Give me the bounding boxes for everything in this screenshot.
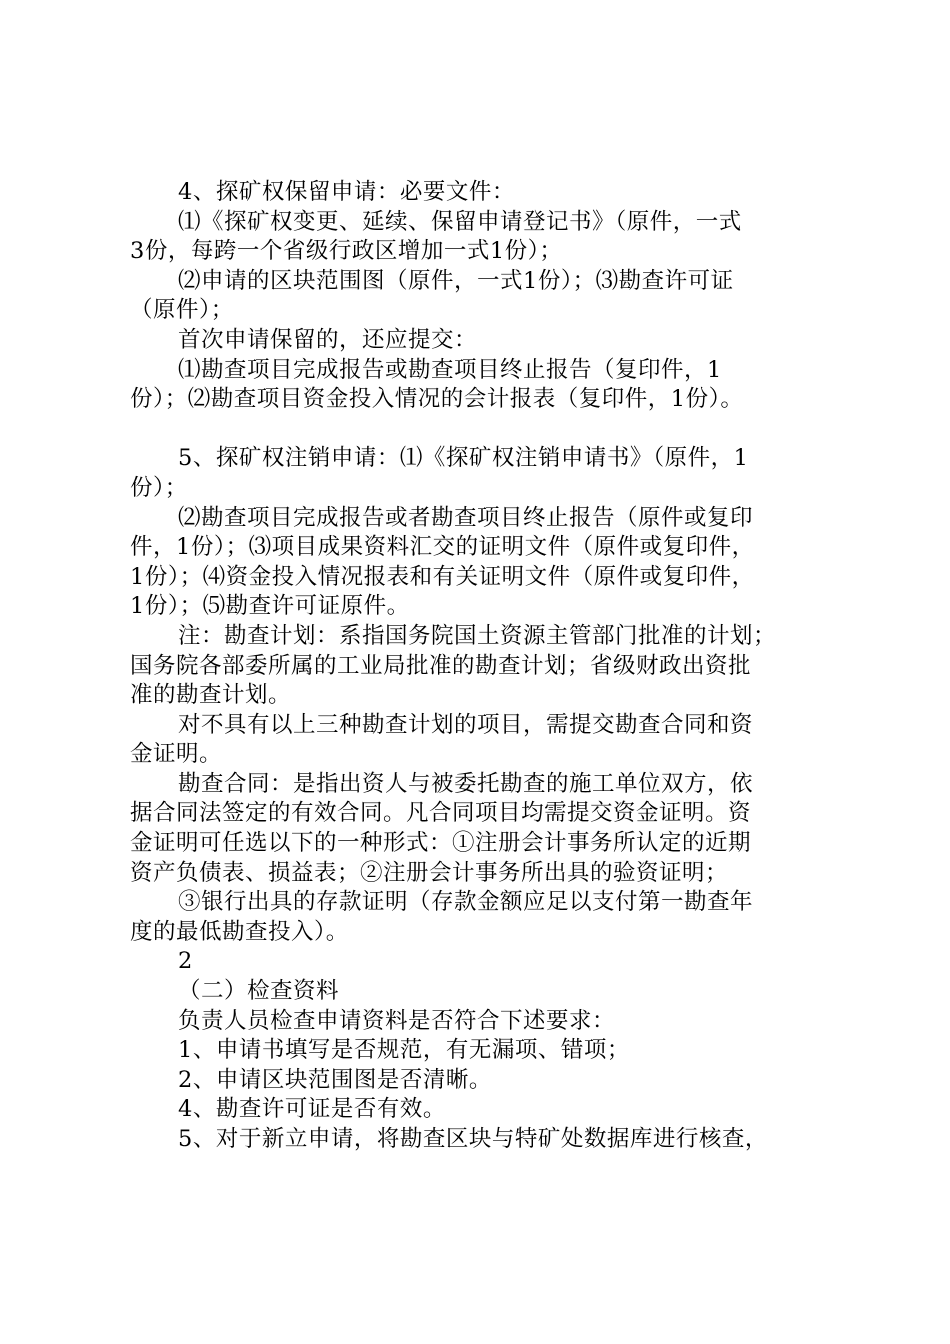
document-body [130,178,840,1155]
text-line: 首次申请保留的，还应提交： [178,326,478,353]
text-line: ⑵申请的区块范围图（原件，一式1份）；⑶勘查许可证 [178,267,734,294]
text-line: 2 [178,948,193,975]
text-line: 5、对于新立申请，将勘查区块与特矿处数据库进行核查， [178,1126,768,1152]
text-line: 2、申请区块范围图是否清晰。 [178,1066,492,1093]
text-line: 金证明可任选以下的一种形式：①注册会计事务所认定的近期 [130,830,752,857]
text-line: 5、探矿权注销申请：⑴《探矿权注销申请书》（原件，1 [178,445,749,472]
text-line: 1份）；⑷资金投入情况报表和有关证明文件（原件或复印件， [130,563,755,590]
text-line: 份）； [130,474,188,501]
text-line: 金证明。 [130,741,223,768]
text-line: 资产负债表、损益表；②注册会计事务所出具的验资证明； [130,859,729,886]
text-line: 份）；⑵勘查项目资金投入情况的会计报表（复印件，1份）。 [130,386,744,413]
text-line: 据合同法签定的有效合同。凡合同项目均需提交资金证明。资 [130,800,752,827]
text-line: ⑴《探矿权变更、延续、保留申请登记书》（原件，一式 [178,208,742,235]
text-line: （二）检查资料 [178,978,340,1005]
text-line: ⑵勘查项目完成报告或者勘查项目终止报告（原件或复印 [178,504,754,531]
text-line: 1份）；⑸勘查许可证原件。 [130,593,410,620]
text-line: 3份，每跨一个省级行政区增加一式1份）； [130,238,563,265]
paragraph-gap [130,415,840,445]
text-line: 1、申请书填写是否规范，有无漏项、错项； [178,1037,630,1064]
text-line: 4、勘查许可证是否有效。 [178,1096,446,1123]
text-line: 注：勘查计划：系指国务院国土资源主管部门批准的计划； [178,622,777,649]
text-line: 4、探矿权保留申请：必要文件： [178,179,515,205]
text-line: ③银行出具的存款证明（存款金额应足以支付第一勘查年 [178,889,754,916]
text-line: 国务院各部委所属的工业局批准的勘查计划；省级财政出资批 [130,652,752,679]
text-line: 准的勘查计划。 [130,682,292,709]
text-line: 度的最低勘查投入）。 [130,918,349,945]
text-line: 负责人员检查申请资料是否符合下述要求： [178,1007,616,1034]
text-line: 对不具有以上三种勘查计划的项目，需提交勘查合同和资 [178,711,754,738]
text-line: （原件）； [130,297,234,324]
text-line: 件，1份）；⑶项目成果资料汇交的证明文件（原件或复印件， [130,534,755,561]
text-line: 勘查合同：是指出资人与被委托勘查的施工单位双方，依 [178,770,754,797]
text-line: ⑴勘查项目完成报告或勘查项目终止报告（复印件，1 [178,356,722,383]
